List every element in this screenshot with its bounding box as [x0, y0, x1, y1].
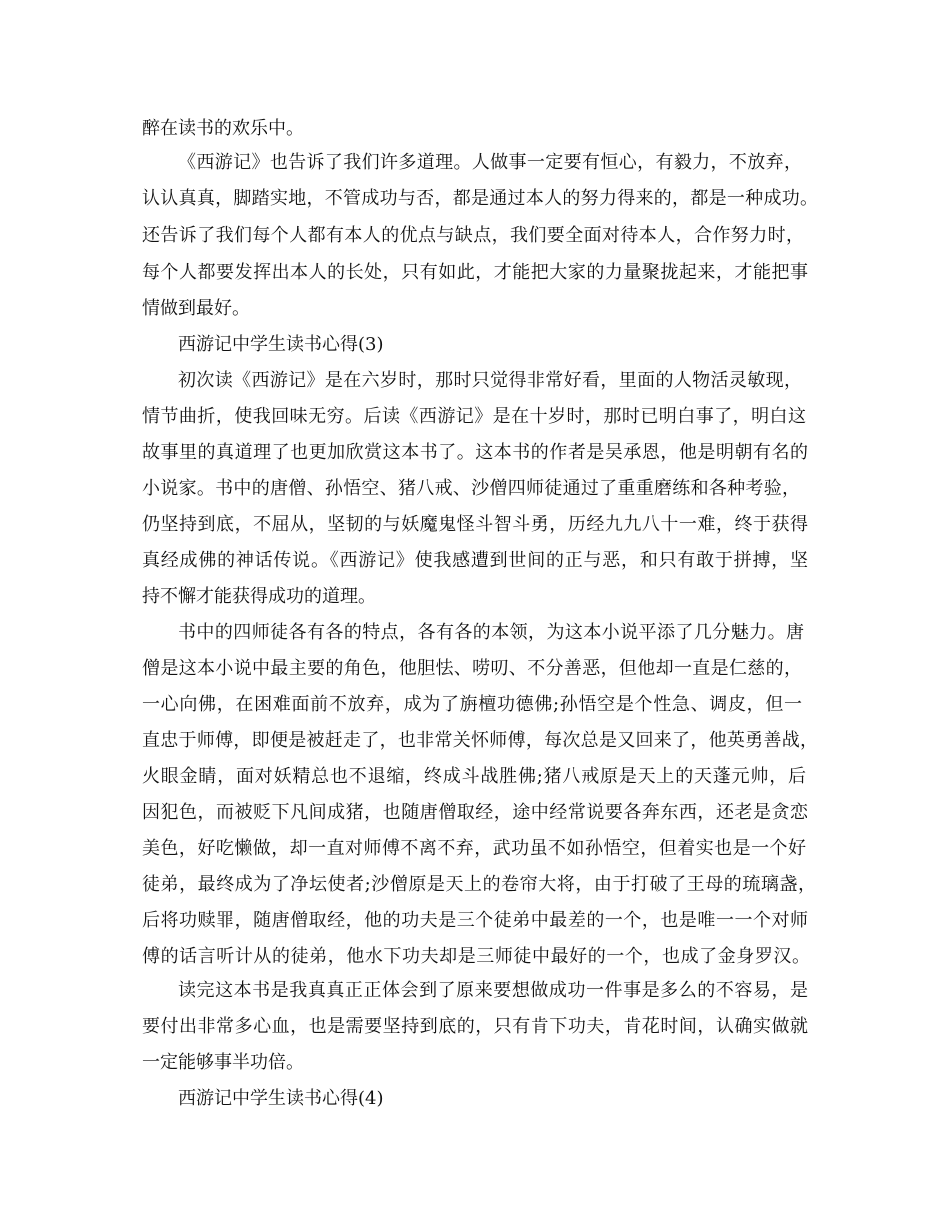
text-line: 情做到最好。: [142, 298, 250, 319]
text-line: 一定能够事半功倍。: [142, 1052, 304, 1073]
text-line: 真经成佛的神话传说。《西游记》使我感遭到世间的正与恶，和只有敢于拼搏，坚: [142, 550, 808, 571]
text-line: 认认真真，脚踏实地，不管成功与否，都是通过本人的努力得来的，都是一种成功。: [142, 188, 818, 209]
text-line: 僧是这本小说中最主要的角色，他胆怯、唠叨、不分善恶，但他却一直是仁慈的，: [142, 658, 802, 679]
text-line: 小说家。书中的唐僧、孙悟空、猪八戒、沙僧四师徒通过了重重磨练和各种考验，: [142, 478, 800, 499]
text-line: 火眼金睛，面对妖精总也不退缩，终成斗战胜佛;猪八戒原是天上的天蓬元帅，后: [142, 766, 806, 787]
text-line: 醉在读书的欢乐中。: [142, 118, 304, 139]
text-line: 徒弟，最终成为了净坛使者;沙僧原是天上的卷帘大将，由于打破了王母的琉璃盏，: [142, 874, 816, 895]
text-line: 《西游记》也告诉了我们许多道理。人做事一定要有恒心，有毅力，不放弃，: [178, 152, 802, 173]
text-line: 持不懈才能获得成功的道理。: [142, 586, 376, 607]
text-line: 因犯色，而被贬下凡间成猪，也随唐僧取经，途中经常说要各奔东西，还老是贪恋: [142, 802, 808, 823]
section-heading: 西游记中学生读书心得(4): [178, 1088, 384, 1109]
text-line: 每个人都要发挥出本人的长处，只有如此，才能把大家的力量聚拢起来，才能把事: [142, 262, 808, 283]
text-line: 要付出非常多心血，也是需要坚持到底的，只有肯下功夫，肯花时间，认确实做就: [142, 1016, 808, 1037]
text-line: 读完这本书是我真真正正体会到了原来要想做成功一件事是多么的不容易，是: [178, 980, 808, 1001]
text-line: 傅的话言听计从的徒弟，他水下功夫却是三师徒中最好的一个，也成了金身罗汉。: [142, 946, 810, 967]
text-line: 情节曲折，使我回味无穷。后读《西游记》是在十岁时，那时已明白事了，明白这: [142, 406, 806, 427]
text-line: 初次读《西游记》是在六岁时，那时只觉得非常好看，里面的人物活灵敏现，: [178, 370, 802, 391]
text-line: 仍坚持到底，不屈从，坚韧的与妖魔鬼怪斗智斗勇，历经九九八十一难，终于获得: [142, 514, 808, 535]
text-line: 故事里的真道理了也更加欣赏这本书了。这本书的作者是吴承恩，他是明朝有名的: [142, 442, 808, 463]
text-line: 直忠于师傅，即便是被赶走了，也非常关怀师傅，每次总是又回来了，他英勇善战，: [142, 730, 818, 751]
text-line: 美色，好吃懒做，却一直对师傅不离不弃，武功虽不如孙悟空，但着实也是一个好: [142, 838, 806, 859]
section-heading: 西游记中学生读书心得(3): [178, 334, 384, 355]
text-line: 后将功赎罪，随唐僧取经，他的功夫是三个徒弟中最差的一个，也是唯一一个对师: [142, 910, 808, 931]
text-line: 书中的四师徒各有各的特点，各有各的本领，为这本小说平添了几分魅力。唐: [178, 622, 804, 643]
text-line: 一心向佛，在困难面前不放弃，成为了旃檀功德佛;孙悟空是个性急、调皮，但一: [142, 694, 802, 715]
text-line: 还告诉了我们每个人都有本人的优点与缺点，我们要全面对待本人，合作努力时，: [142, 225, 804, 246]
